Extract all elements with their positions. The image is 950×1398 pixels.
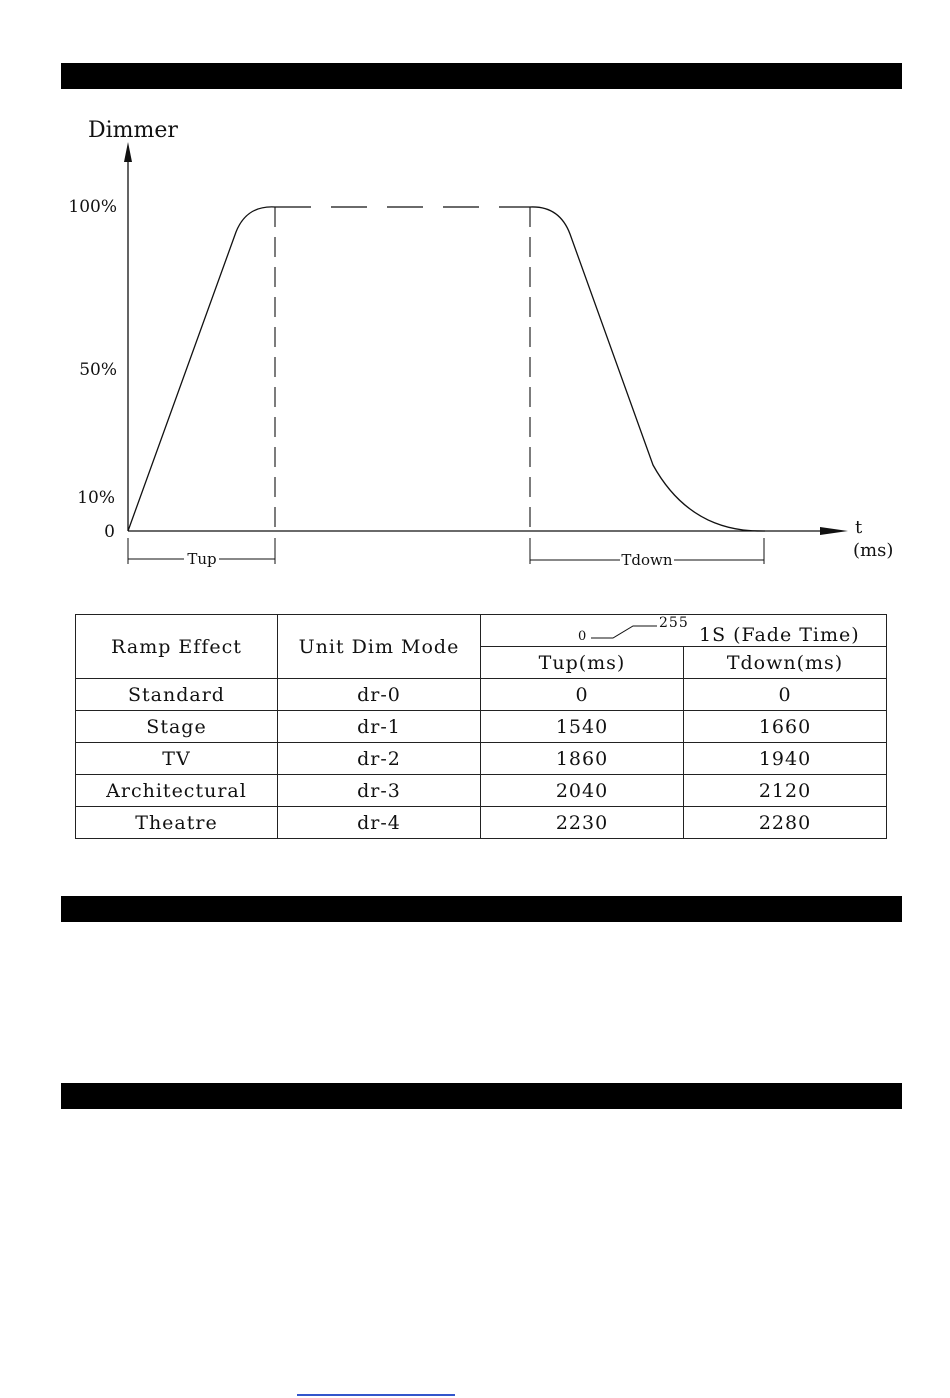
x-axis-arrow <box>820 527 848 535</box>
dimmer-ramp-diagram <box>0 100 950 580</box>
x-axis-unit: (ms) <box>853 540 894 561</box>
cell-effect: Architectural <box>76 775 278 807</box>
fade-to-value: 255 <box>659 615 689 631</box>
cell-mode: dr-4 <box>278 807 481 839</box>
fade-time-label: 1S (Fade Time) <box>699 624 860 646</box>
cell-effect: TV <box>76 743 278 775</box>
cell-tup: 2230 <box>481 807 684 839</box>
y-axis-arrow <box>124 142 132 162</box>
y-tick-50: 50% <box>79 360 117 380</box>
section-header-bar-1 <box>61 63 902 89</box>
y-axis-label: Dimmer <box>88 118 178 143</box>
y-tick-100: 100% <box>68 197 117 217</box>
header-unit-dim-mode: Unit Dim Mode <box>278 615 481 679</box>
tdown-dim-label: Tdown <box>621 551 673 569</box>
x-axis-label: t <box>855 517 863 538</box>
link-underline[interactable] <box>297 1394 455 1396</box>
cell-effect: Standard <box>76 679 278 711</box>
header-ramp-effect: Ramp Effect <box>76 615 278 679</box>
cell-effect: Theatre <box>76 807 278 839</box>
table-row <box>76 743 887 775</box>
cell-mode: dr-2 <box>278 743 481 775</box>
header-tdown: Tdown(ms) <box>684 647 887 679</box>
cell-effect: Stage <box>76 711 278 743</box>
ramp-curve <box>128 207 765 531</box>
y-tick-10: 10% <box>77 488 115 508</box>
section-header-bar-2 <box>61 896 902 922</box>
cell-mode: dr-1 <box>278 711 481 743</box>
cell-tup: 2040 <box>481 775 684 807</box>
fade-from-value: 0 <box>578 629 588 644</box>
cell-tdown: 1940 <box>684 743 887 775</box>
table-row <box>76 679 887 711</box>
cell-mode: dr-0 <box>278 679 481 711</box>
header-tup: Tup(ms) <box>481 647 684 679</box>
cell-tdown: 2120 <box>684 775 887 807</box>
ramp-effect-table <box>75 614 887 839</box>
cell-tdown: 1660 <box>684 711 887 743</box>
cell-tdown: 2280 <box>684 807 887 839</box>
cell-tup: 1860 <box>481 743 684 775</box>
section-header-bar-3 <box>61 1083 902 1109</box>
table-row <box>76 711 887 743</box>
cell-mode: dr-3 <box>278 775 481 807</box>
y-tick-0: 0 <box>104 522 115 542</box>
cell-tup: 1540 <box>481 711 684 743</box>
tup-dim-label: Tup <box>187 550 217 568</box>
table-row <box>76 807 887 839</box>
cell-tdown: 0 <box>684 679 887 711</box>
cell-tup: 0 <box>481 679 684 711</box>
header-fade-time <box>481 615 887 647</box>
table-row <box>76 775 887 807</box>
